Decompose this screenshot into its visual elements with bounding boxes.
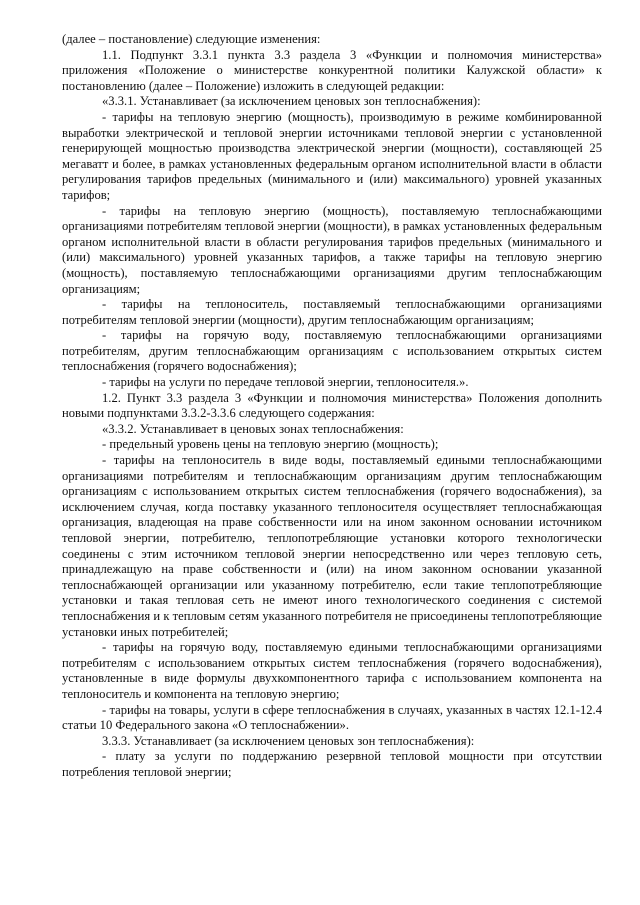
list-item-tariff-water-carrier: - тарифы на теплоноситель в виде воды, поставляемый едиными теплоснабжающими организациями потребителям и теплоснабжающим организациям другим теплоснабжающим организациям с использованием открытых систем теплоснабжения (горячего водоснабжения), за исключением случая, когда поставку указанного теплоносителя осуществляет теплоснабжающая организация, владеющая на праве собственности или на ином законном основании источником тепловой энергии, потребителю, теплопотребляющие установки которого технологически соединены с этим источником тепловой энергии непосредственно или через тепловую сеть, принадлежащую на праве собственности и (или) на ином законном основании указанной теплоснабжающей организации или указанному потребителю, если такие теплопотребляющие установки и такая тепловая сеть не имеют иного технологического соединения с системой теплоснабжения и к тепловым сетям указанного потребителя не присоединены теплопотребляющие установки иных потребителей; bbox=[62, 453, 602, 639]
list-item-tariff-combined: - тарифы на тепловую энергию (мощность), производимую в режиме комбинированной выработки электрической и тепловой энергии источниками тепловой энергии с установленной генерирующей мощностью производства электрической энергии (мощности), составляющей 25 мегаватт и более, в рамках установленных федеральным органом исполнительной власти в области регулирования тарифов предельных (минимального и (или) максимального) уровней указанных тарифов; bbox=[62, 109, 602, 202]
paragraph-3-3-2-heading: «3.3.2. Устанавливает в ценовых зонах теплоснабжения: bbox=[102, 421, 404, 436]
list-item-reserve-capacity-fee: - плату за услуги по поддержанию резервной тепловой мощности при отсутствии потребления тепловой энергии; bbox=[62, 749, 602, 779]
paragraph-1-1: 1.1. Подпункт 3.3.1 пункта 3.3 раздела 3 «Функции и полномочия министерства» приложения «Положение о министерстве конкурентной политики Калужской области» к постановлению (далее – Положение) изложить в следующей редакции: bbox=[62, 47, 602, 93]
paragraph-intro: (далее – постановление) следующие изменения: bbox=[62, 32, 321, 46]
paragraph-1-2: 1.2. Пункт 3.3 раздела 3 «Функции и полномочия министерства» Положения дополнить новыми подпунктами 3.3.2-3.3.6 следующего содержания: bbox=[62, 390, 602, 421]
list-item-price-limit: - предельный уровень цены на тепловую энергию (мощность); bbox=[102, 437, 439, 452]
paragraph-3-3-1-heading: «3.3.1. Устанавливает (за исключением ценовых зон теплоснабжения): bbox=[102, 94, 481, 109]
list-item-tariff-heat-carrier: - тарифы на теплоноситель, поставляемый теплоснабжающими организациями потребителям тепловой энергии (мощности), другим теплоснабжающим организациям; bbox=[62, 297, 602, 327]
list-item-tariff-heat-energy: - тарифы на тепловую энергию (мощность), поставляемую теплоснабжающими организациями потребителям тепловой энергии (мощности), в рамках установленных федеральным органом исполнительной власти в области регулирования тарифов предельных (минимального и (или) максимального) уровней указанных тарифов, а также тарифы на тепловую энергию (мощность), поставляемую теплоснабжающими организациями другим теплоснабжающим организациям; bbox=[62, 203, 602, 296]
list-item-tariff-transmission: - тарифы на услуги по передаче тепловой энергии, теплоносителя.». bbox=[102, 375, 469, 390]
list-item-tariff-hot-water: - тарифы на горячую воду, поставляемую теплоснабжающими организациями потребителям, другим теплоснабжающим организациям с использованием открытых систем теплоснабжения (горячего водоснабжения); bbox=[62, 328, 602, 374]
list-item-tariff-hot-water-two-component: - тарифы на горячую воду, поставляемую едиными теплоснабжающими организациями потребителям с использованием открытых систем теплоснабжения (горячего водоснабжения), установленные в виде формулы двухкомпонентного тарифа с использованием компонента на теплоноситель и компонента на тепловую энергию; bbox=[62, 640, 602, 701]
list-item-tariff-goods-services: - тарифы на товары, услуги в сфере теплоснабжения в случаях, указанных в частях 12.1-12.4 статьи 10 Федерального закона «О теплоснабжении». bbox=[62, 702, 602, 733]
paragraph-3-3-3-heading: 3.3.3. Устанавливает (за исключением ценовых зон теплоснабжения): bbox=[102, 733, 475, 748]
